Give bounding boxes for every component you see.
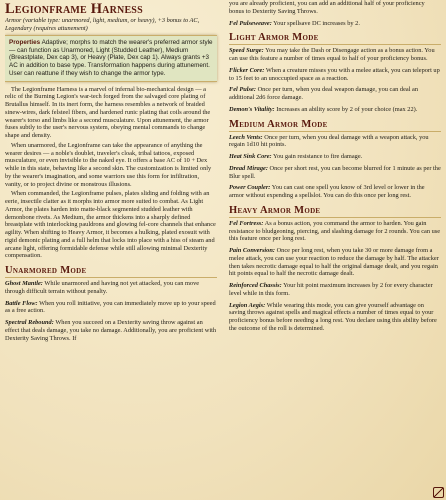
feature-text: When you roll initiative, you can immediately move up to your speed as a free action. <box>5 299 216 315</box>
feature-ghost-mantle <box>5 280 217 296</box>
feature-text: While unarmored and having not yet attacked, you can move through difficult terrain without penalty. <box>5 280 200 295</box>
feature-name: Demon's Vitality: <box>229 105 275 113</box>
feature-name: Fel Fortress: <box>229 219 264 227</box>
section-heading-light: Light Armor Mode <box>229 32 441 45</box>
feature-name: Heat Sink Core: <box>229 153 272 160</box>
feature-speed-surge <box>229 47 441 63</box>
feature-text: Your spellsave DC increases by 2. <box>273 19 360 27</box>
properties-text: Adaptive; morphs to match the wearer's preferred armor style — can function as Unarmored, Light (Studded Leather), Medium (Breastplate, Dex cap 3), or Heavy (Plate, Dex cap 1). Always grants +3 AC in addition to base type. Transformation happens during attunement. User can reattune if they wish to change the armor type. <box>9 39 213 77</box>
feature-name: Spectral Rebound: <box>5 319 54 327</box>
feature-name: Reinforced Chassis: <box>229 282 282 289</box>
lore-paragraph: The Legionframe Harness is a marvel of infernal bio-mechanical design — a relic of the Burning Legion's war-tech forged from the salvaged core plating of Brutallus himself. In its inert form, the harness resembles a network of braided sinew-wires, dark felsteel fibers, and hardened runic plating that coils around the wearer's torso and limbs like a second musculature. Upon attunement, the armor fuses subtly to the user's nervous system, obeying mental commands to change shape and density. <box>5 85 211 140</box>
feature-text: Once per turn, when you deal weapon damage, you can deal an additional 2d6 force damage. <box>229 86 419 101</box>
feature-text: You can cast one spell you know of 3rd level or lower in the armor without expending a spellslot. You can do this once per long rest. <box>229 184 425 199</box>
feature-name: Flicker Core: <box>229 66 265 74</box>
feature-name: Battle Flow: <box>5 299 38 307</box>
section-heading-medium: Medium Armor Mode <box>229 119 441 132</box>
feature-name: Ghost Mantle: <box>5 280 43 288</box>
section-heading-heavy: Heavy Armor Mode <box>229 205 441 218</box>
left-column <box>5 0 223 500</box>
section-heading-unarmored: Unarmored Mode <box>5 265 217 278</box>
feature-fel-pulseweave <box>229 20 441 28</box>
feature-name: Speed Surge: <box>229 47 264 55</box>
feature-text: Once per turn, when you deal damage with a weapon attack, you regain 1d10 hit points. <box>229 133 429 149</box>
page-corner-icon <box>433 487 444 498</box>
lore-paragraph: When commanded, the Legionframe pulses, plates sliding and folding with an eerie, insectile clatter as it morphs into armor more suited to combat. As Light Armor, the plates harden into matte-black segmented studded leather with demonbone rivets. As Medium, the armor thickens into a sharply defined breastplate with interlocking pauldrons and glowing fel-core channels that enhance agility. When shifting to Heavy Armor, it becomes a hulking, plated exosuit with rigid demonic plating and a full helm that locks into place with a hiss of steam and arcane light, offering formidable defense while still allowing minimal Dexterity compensation. <box>5 190 216 260</box>
feature-text: When you succeed on a Dexterity saving throw against an effect that deals damage, you take no damage. Additionally, you are proficient with Dexterity Saving Throws. If <box>5 319 217 342</box>
feature-legion-aegis <box>229 302 441 333</box>
feature-name: Pain Conversion: <box>229 247 275 254</box>
feature-dread-mirage <box>229 165 441 181</box>
feature-name: Power Coupler: <box>229 184 271 192</box>
feature-heat-sink-core <box>229 153 441 161</box>
feature-battle-flow <box>5 300 217 316</box>
feature-name: Legion Aegis: <box>229 301 266 309</box>
feature-text: Your hit point maximum increases by 2 for every character level while in this form. <box>229 282 433 297</box>
feature-flicker-core <box>229 67 441 83</box>
feature-fel-pulse <box>229 86 441 102</box>
feature-text: Increases an ability score by 2 of your choice (max 22). <box>276 105 418 113</box>
feature-pain-conversion <box>229 247 441 278</box>
feature-continuation: you are already proficient, you can add an additional half of your proficiency bonus to Dexterity Saving Throws. <box>229 0 425 15</box>
properties-box <box>5 35 217 82</box>
item-title: Legionframe Harness <box>5 1 143 17</box>
right-column <box>223 0 441 500</box>
feature-name: Leech Vents: <box>229 133 263 141</box>
feature-power-coupler <box>229 184 441 200</box>
feature-name: Fel Pulse: <box>229 86 256 94</box>
feature-text: Once per short rest, you can become blurred for 1 minute as per the Blur spell. <box>229 164 441 180</box>
feature-name: Fel Pulseweave: <box>229 19 272 27</box>
feature-text: When a creature misses you with a melee attack, you can teleport up to 15 feet to an unoccupied space as a reaction. <box>229 66 440 82</box>
feature-fel-fortress <box>229 220 441 243</box>
properties-label: Properties <box>9 39 41 46</box>
feature-text: As a bonus action, you command the armor to harden. You gain resistance to bludgeoning, piercing, and slashing damage for 2 rounds. You can use this feature once per long rest. <box>229 219 441 243</box>
feature-name: Dread Mirage: <box>229 164 268 172</box>
feature-text: You gain resistance to fire damage. <box>273 153 363 160</box>
feature-reinforced-chassis <box>229 282 441 298</box>
feature-demons-vitality <box>229 106 441 114</box>
feature-spectral-rebound <box>5 319 217 342</box>
feature-text: Once per long rest, when you take 30 or more damage from a melee attack, you can use your reaction to reduce the damage by half. The attacker then takes necrotic damage equal to half the original damage dealt, and you regain hit points equal to half the necrotic damage dealt. <box>229 247 439 278</box>
feature-leech-vents <box>229 134 441 150</box>
item-subtitle: Armor (variable type: unarmored, light, medium, or heavy), +3 bonus to AC, Legendary (requires attunement) <box>5 17 200 32</box>
feature-text: You may take the Dash or Disengage action as a bonus action. You can use this feature a number of times equal to half of your proficiency bonus. <box>229 47 435 62</box>
lore-paragraph: When unarmored, the Legionframe can take the appearance of anything the wearer desires — a noble's doublet, traveler's cloak, tribal tattoos, exposed musculature, or even invisible to the naked eye. It offers a base AC of 10 + Dex while in this state, behaving like a second skin. The customization is limited only by the wearer's imagination, and some warriors use this form for infiltration, vanity, or to project divine or monstrous illusions. <box>5 141 212 188</box>
feature-text: While wearing this mode, you can give yourself advantage on saving throws against spells and magical effects a number of times equal to your proficiency bonus before needing a long rest. You declare using this ability before the outcome of the roll is determined. <box>229 301 437 332</box>
